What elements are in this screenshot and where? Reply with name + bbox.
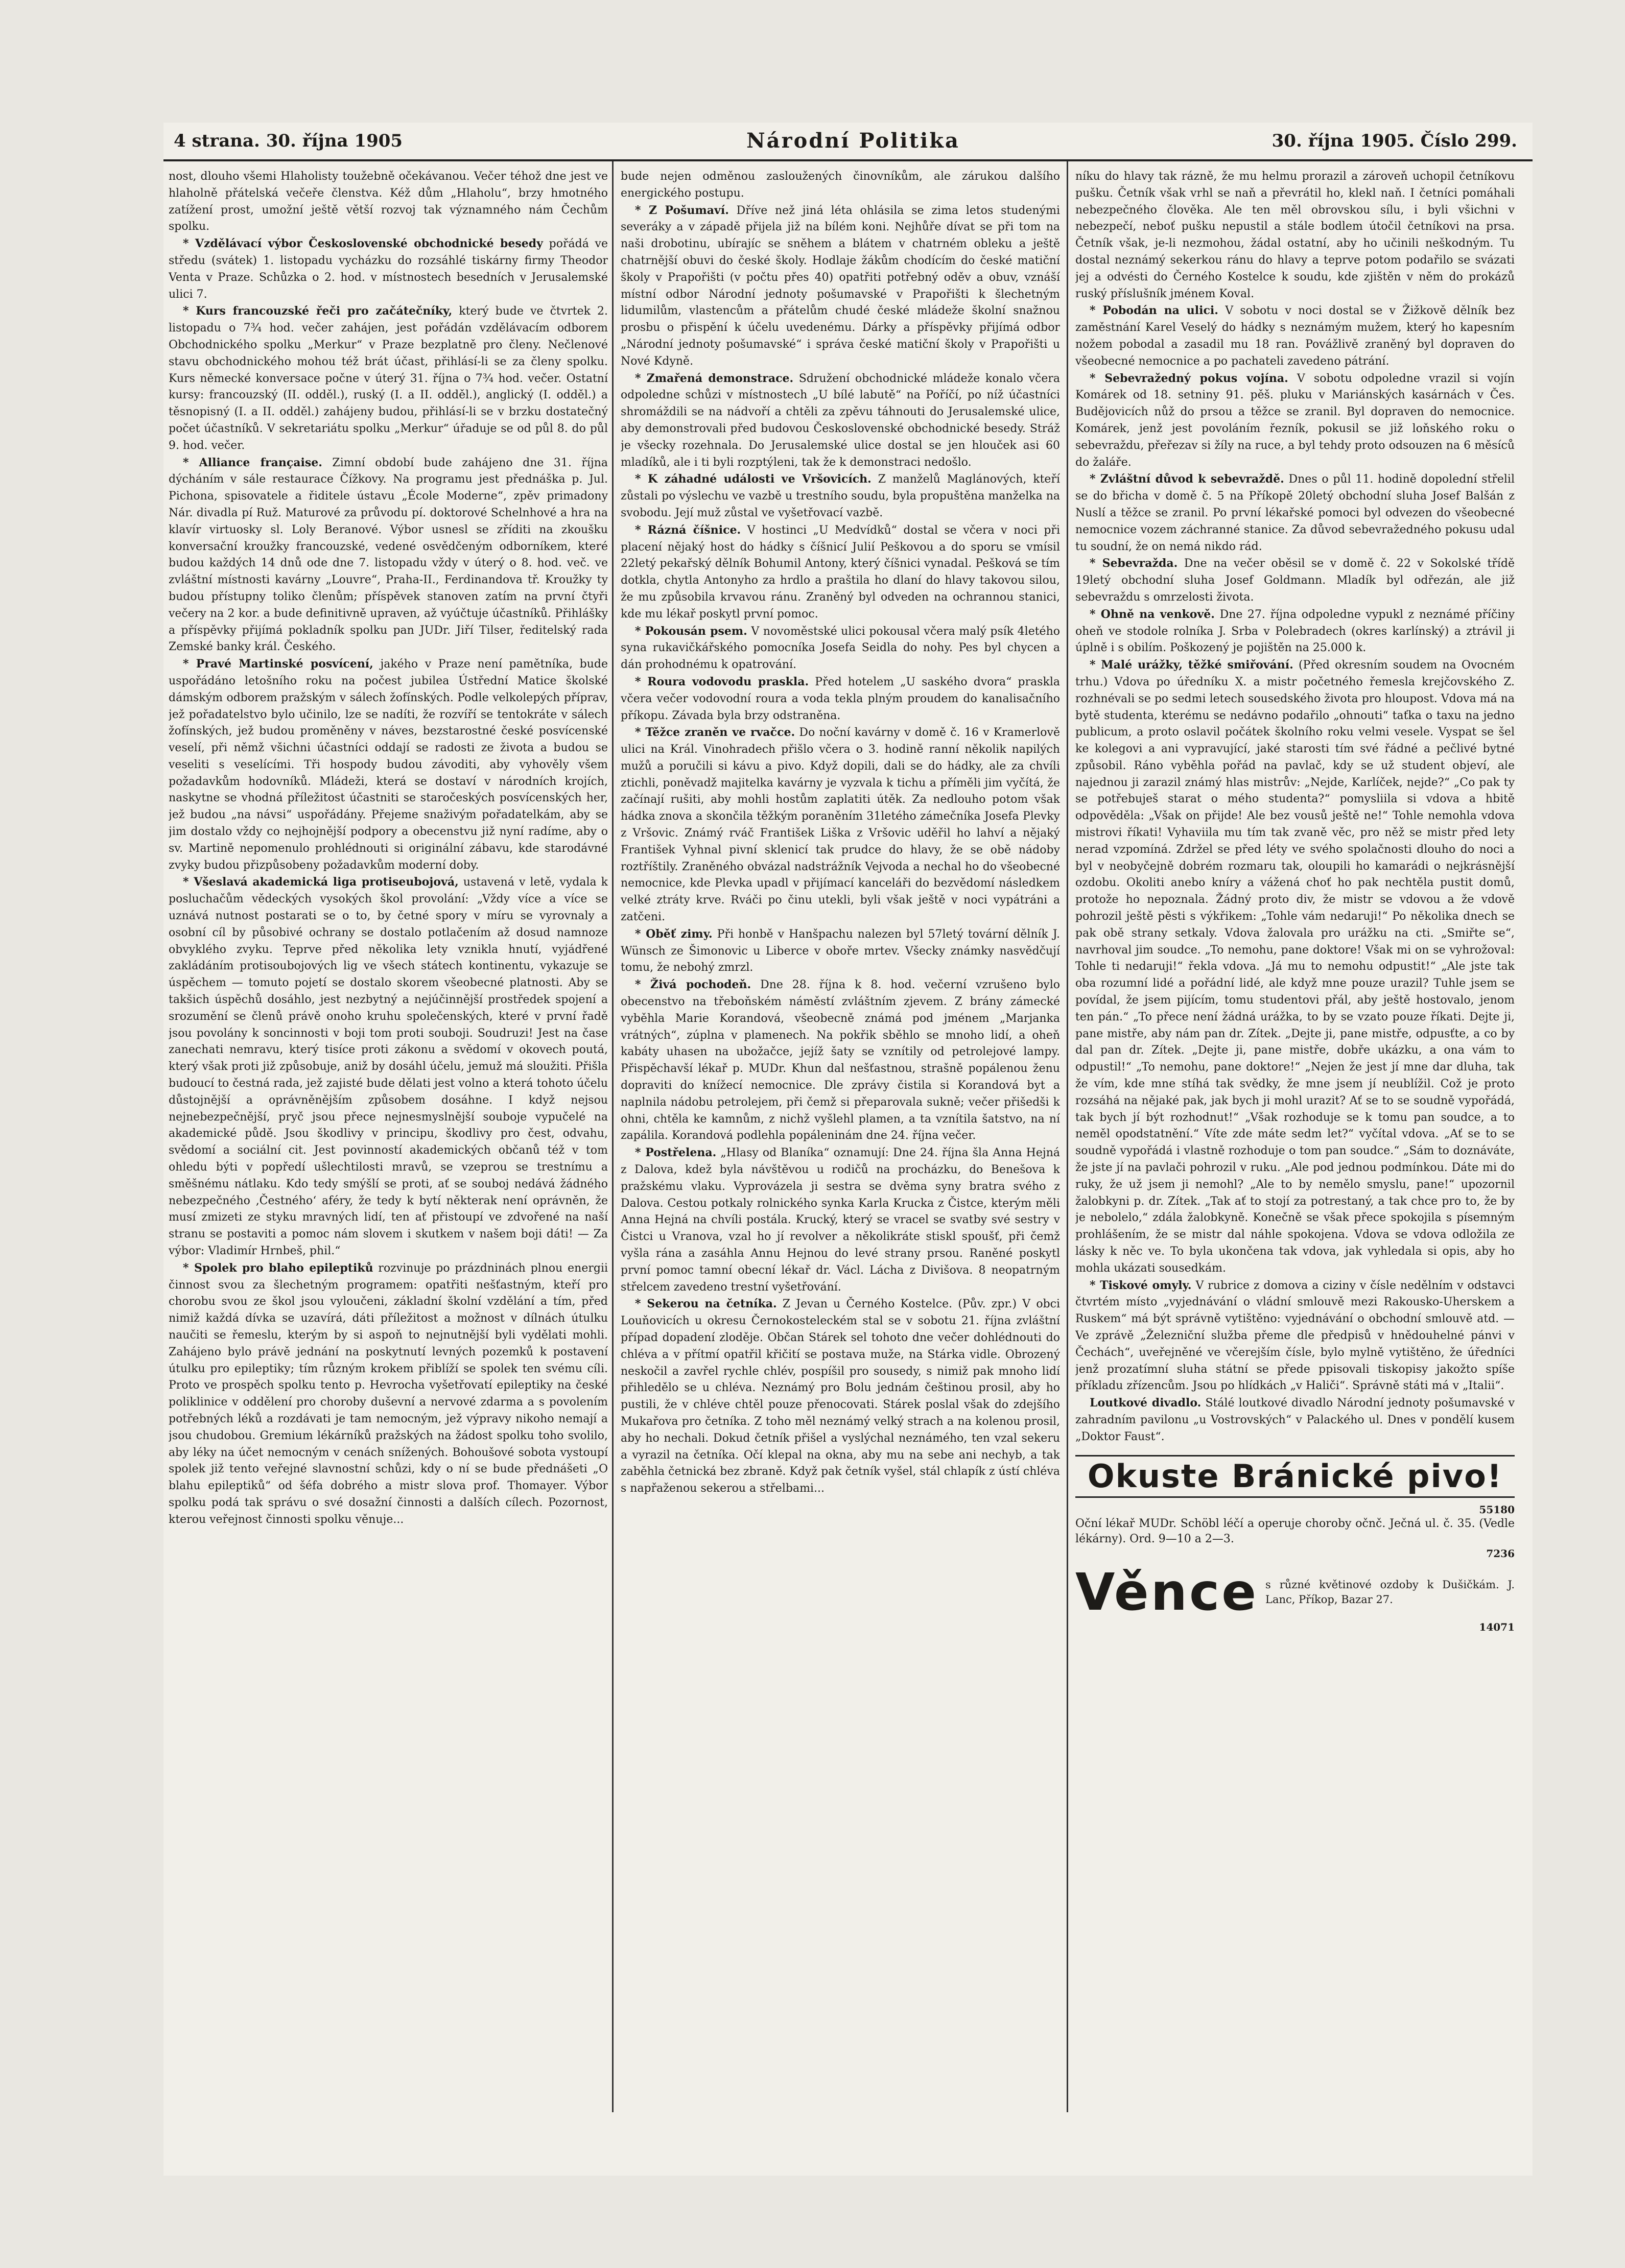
ad-vence-text: s různé květinové ozdoby k Dušičkám. J. Lanc, Příkop, Bazar 27. bbox=[1265, 1578, 1515, 1606]
article-text: Při honbě v Hanšpachu nalezen byl 57letý tovární dělník J. Wünsch ze Šimonovic u Liberce v oboře mrtev. Všecky známky nasvědčují tomu, že nebohý zmrzl. bbox=[621, 927, 1060, 974]
article-headline: * Sebevražda. bbox=[1090, 557, 1178, 570]
article-paragraph bbox=[1075, 302, 1515, 370]
article-headline: * Zvláštní důvod k sebevraždě. bbox=[1090, 472, 1284, 486]
article-paragraph bbox=[1075, 555, 1515, 606]
article-paragraph bbox=[1075, 1395, 1515, 1445]
article-headline: * Vzdělávací výbor Československé obchodnické besedy bbox=[183, 237, 543, 251]
article-text: ustavená v letě, vydala k posluchačům vědeckých vysokých škol provolání: „Vždy více a více se uznává nutnost postarati se o to, by četné spory v míru se vyrovnaly a osobní cíl by působivé ochrany se dostalo potlačením až dosud namnoze obvyklého zvyku. Teprve před několika lety vznikla hnutí, vyjádřené zakládáním protisoubojových lig ve všech státech kontinentu, vykazuje se úspěchem — tomuto pojetí se dostalo skorem všeobecné platnosti. Aby se takšich úspěchů dosáhlo, jest nezbytný a nejúčinnější prostředek spojení a srozumění se členů právě onoho kruhu společenských, které v první řadě jsou povolány k soncinnosti v boji tom proti souboji. Soudruzi! Jest na čase zanechati nemravu, který tisíce proti zákonu a svědomí v okovech poutá, který však proti již způsobuje, aniž by dosáhl účelu, jemuž má sloužiti. Přišla budoucí to čestná rada, jež zajisté bude dělati jest volno a která tohoto účelu důstojnější a oprávněnějším způsobem dosáhne. I když nejsou nejnebezpečnější, pryč jsou přece nejnesmyslnější souboje vypučelé na akademické půdě. Jsou škodlivy v principu, škodlivy pro čest, odvahu, svědomí a sociální cit. Jest povinností akademických občanů též v tom ohledu býti v popředí ušlechtilosti mravů, se vzeprou se trestnímu a směšnému nátlaku. Kdo tedy smýšlí se proti, ať se souboj nedává žádného nebezpečného ‚Čestného‘ aféry, že tedy k bytí některak není oprávněn, že musí zmizeti ze styku mravných lidí, ten ať přistoupí ve zdvořené na naší stranu se postaviti a pomoc nám slovem i skutkem v našem boji dáti! — Za výbor: Vladimír Hrnbeš, phil.“ bbox=[169, 876, 608, 1257]
article-headline: * K záhadné události ve Vršovicích. bbox=[635, 472, 872, 486]
masthead-title: Národní Politika bbox=[746, 129, 960, 153]
article-paragraph bbox=[169, 455, 608, 656]
article-text: Sdružení obchodnické mládeže konalo včera odpoledne schůzi v místnostech „U bílé labutě“ na Poříčí, po níž účastníci shromáždili se na nádvoří a chtěli za zpěvu táhnouti do Jerusalemské ulice, aby demonstrovali před budovou Československé obchodnické besedy. Stráž je všecky rozehnala. Do Jerusalemské ulice dostal se jen hlouček asi 60 mladíků, ale i ti byli rozptýleni, tak že k demonstraci nedošlo. bbox=[621, 372, 1060, 469]
article-text: Dne 27. října odpoledne vypukl z neznámé příčiny oheň ve stodole rolníka J. Srba v Polebradech (okres karlínský) a ztrávil ji úplně i s obilím. Poškozený je pojištěn na 25.000 k. bbox=[1075, 608, 1515, 655]
article-text: Dnes o půl 11. hodině dopolední střelil se do břicha v domě č. 5 na Příkopě 20letý obchodní sluha Josef Balšán z Nuslí a těžce se zranil. Po první lékařské pomoci byl odvezen do všeobecné nemocnice vozem záchranné stanice. Za důvod sebevražedného pokusu udal tu soudní, že on nemá nikdo rád. bbox=[1075, 473, 1515, 553]
article-paragraph bbox=[169, 1260, 608, 1529]
article-paragraph bbox=[621, 926, 1060, 976]
article-headline: * Živá pochodeň. bbox=[635, 978, 751, 992]
header-date-left: 4 strana. 30. října 1905 bbox=[174, 131, 403, 151]
article-text: Z Jevan u Černého Kostelce. (Pův. zpr.) V obci Louňovicích u okresu Černokosteleckém stal se v sobotu 21. října zvláštní případ dopadení zloděje. Občan Stárek sel tohoto dne večer dohlédnouti do chléva a v přítmí opatřil křičití se postava muže, na Stárka vidle. Obrozený neskočil a zavřel rychle chlév, pospíšil pro sousedy, s nimiž pak mnoho lidí přihledělo se u chléva. Neznámý pro Bolu jednám češtinou prosil, aby ho pustili, že v chléve chtěl pouze přenocovati. Stárek poslal však do zdejšího Mukařova pro četníka. Z toho měl neznámý velký strach a na kolenou prosil, aby ho nechali. Dokud četník přišel a vyslýchal neznámého, ten vzal sekeru a vyrazil na četníka. Očí klepal na okna, aby mu na sebe ani nechyb, a tak zaběhla četnická bez zbraně. Když pak četník vyšel, stál chlapík z ústí chléva s napřaženou sekerou a střelbami... bbox=[621, 1298, 1060, 1495]
article-headline: * Z Pošumaví. bbox=[635, 203, 729, 217]
article-headline: * Zmařená demonstrace. bbox=[635, 371, 794, 385]
article-headline: * Rázná číšnice. bbox=[635, 523, 741, 537]
article-headline: * Všeslavá akademická liga protiseubojová, bbox=[183, 875, 459, 889]
article-text: pořádá ve středu (svátek) 1. listopadu vycházku do rozsáhlé tiskárny firmy Theodor Venta v Praze. Schůzka o 2. hod. v místnostech besedních v Jerusalemské ulici 7. bbox=[169, 237, 608, 301]
article-text: V novoměstské ulici pokousal včera malý psík 4letého syna rukavičkářského pomocníka Josefa Seidla do nohy. Pes byl chycen a dán prohodnému k opatrování. bbox=[621, 625, 1060, 672]
article-text: níku do hlavy tak rázně, že mu helmu prorazil a zároveň uchopil četníkovu pušku. Četník však vrhl se naň a převrátil ho, klekl naň. I četníci pomáhali nebezpečného člověka. Ale ten měl obrovskou sílu, i byli všichni v nebezpečí, neboť pušku nepustil a stále bodlem útočil četníkovi na prsa. Četník však, je-li nezmohou, žádal ostatní, aby ho učinili neškodným. Tu dostal neznámý sekerkou ránu do hlavy a teprve potom podařilo se svázati jej a odvésti do Černého Kostelce k soudu, kde zjištěn v něm do prokázů ruský příslušník jménem Koval. bbox=[1075, 170, 1515, 300]
page-header bbox=[163, 123, 1533, 161]
article-text: jakého v Praze není pamětníka, bude uspořádáno letošního roku na počest jubilea Ústřední Matice školské dámským odborem pražským v sálech žofínských. Podle velkolepých příprav, jež pořadatelstvo bylo učinilo, lze se nadíti, že rozvíří se tentokráte v sálech žofínských, jež budou proměněny v náves, bezstarostné české posvícenské veselí, při němž všichni účastníci oddají se radosti ze života a budou se veseliti s veselícími. Tři hospody budou závoditi, aby vyhověly všem požadavkům hodovníků. Mládeži, která se dostaví v národních krojích, naskytne se vhodná příležitost účastniti se staročeských posvícenských her, jež budou „na návsi“ uspořádány. Přejeme snaživým pořadatelkám, aby se jim dostalo vždy co nejhojnější podpory a obecenstvu již nyní radíme, aby o sv. Martině nepomenulo prohlédnouti si originální zábavu, kde starodávné zvyky budou přizpůsobeny požadavkům moderní doby. bbox=[169, 658, 608, 872]
article-paragraph bbox=[1075, 471, 1515, 555]
article-paragraph bbox=[169, 169, 608, 235]
article-text: V sobotu odpoledne vrazil si vojín Komárek od 18. setniny 91. pěš. pluku v Mariánských kasárnách v Čes. Budějovicích nůž do prsou a těžce se zranil. Byl dopraven do nemocnice. Komárek, jenž jest povoláním řezník, pokusil se již loňského roku o sebevraždu, přeřezav si žíly na ruce, a byl tehdy proto odsouzen na 6 měsíců do žaláře. bbox=[1075, 372, 1515, 469]
ad-code: 14071 bbox=[1479, 1620, 1515, 1633]
article-text: V rubrice z domova a ciziny v čísle nedělním v odstavci čtvrtém místo „vyjednávání o vládní smlouvě mezi Rakousko-Uherskem a Ruskem“ má být správně vytištěno: vyjednávání o obchodní smlouvě atd. — Ve zprávě „Železniční služba přeme dle předpisů v hnědouhelné pánvi v Čechách“, uveřejněné ve včerejším čísle, bylo mylně vytištěno, že úředníci jenž prozatímní sluha státní se přede ppisovali tiskopisy jakožto spíše příkladu zřízencům. Jsou po hlídkách „v Haliči“. Správně státi má v „Italii“. bbox=[1075, 1279, 1515, 1393]
article-headline: Loutkové divadlo. bbox=[1090, 1396, 1202, 1410]
article-headline: * Roura vodovodu praskla. bbox=[635, 675, 809, 688]
article-text: Do noční kavárny v domě č. 16 v Kramerlově ulici na Král. Vinohradech přišlo včera o 3. hodině ranní několik napilých mužů a poručili si kávu a pivo. Když dopili, dali se do hádky, ale za chvíli ztichli, poněvadž majitelka kavárny je vyzvala k tichu a příměli jim vyčítá, že začínají rušiti, aby mohli hostům zaplatiti útěk. Za nedlouho potom však hádka znova a skončila těžkým poraněním 31letého zámečníka Josefa Plevky z Vršovic. Známý rváč František Liška z Vršovic uděřil ho lahví a nějaký František Vyhnal pivní sklenicí tak prudce do hlavy, že se obě nádoby roztříštily. Zraněného obvázal nadstrážník Vejvoda a nechal ho do všeobecné nemocnice, kde Plevka upadl v přijímací kanceláři do bezvědomí následkem velké ztráty krve. Rváči po činu utekli, byli však ještě v noci vypátráni a zatčeni. bbox=[621, 726, 1060, 924]
article-paragraph bbox=[621, 724, 1060, 926]
article-paragraph bbox=[169, 303, 608, 454]
article-paragraph bbox=[621, 976, 1060, 1144]
article-headline: * Pokousán psem. bbox=[635, 624, 747, 638]
ad-vence bbox=[1075, 1564, 1515, 1620]
ad-code: 55180 bbox=[1479, 1503, 1515, 1516]
article-text: Před hotelem „U saského dvora“ praskla včera večer vodovodní roura a voda tekla plným proudem do kanalisačního příkopu. Závada byla brzy odstraněna. bbox=[621, 675, 1060, 722]
article-text: „Hlasy od Blaníka“ oznamují: Dne 24. října šla Anna Hejná z Dalova, kdež byla návštěvou u rodičů na procházku, do Benešova k pražskému vlaku. Vyprovázela ji sestra se dvěma syny bratra svého z Dalova. Cestou potkaly rolnického synka Karla Krucka z Čistce, kterým měli Anna Hejná na chvíli postála. Krucký, který se vracel se svatby své sestry v Čistci u Vranova, vzal ho jí revolver a několikráte stiskl spoušť, při čemž vyšla rána a zasáhla Annu Hejnou do levé strany prsou. Raněné poskytl první pomoc tamní obecní lékař dr. Václ. Lácha z Divišova. 8 neopatrným střelcem zavedeno trestní vyšetřování. bbox=[621, 1147, 1060, 1294]
article-headline: * Tiskové omyly. bbox=[1090, 1278, 1192, 1292]
article-paragraph bbox=[169, 874, 608, 1259]
article-paragraph bbox=[1075, 370, 1515, 471]
article-headline: * Těžce zraněn ve rvačce. bbox=[635, 726, 795, 739]
ad-vence-title: Věnce bbox=[1075, 1562, 1259, 1622]
article-text: V hostinci „U Medvídků“ dostal se včera v noci při placení nějaký host do hádky s číšnicí Julií Peškovou a do sporu se vmísil 22letý pekařský dělník Bohumil Antony, který číšnici vynadal. Pešková se tím dotkla, chytla Antonyho za hrdlo a praštila ho dlaní do hlavy takovou silou, že mu způsobila krvavou ránu. Zraněný byl odveden na ochrannou stanici, kde mu lékař poskytl první pomoc. bbox=[621, 523, 1060, 620]
article-headline: * Kurs francouzské řeči pro začátečníky, bbox=[183, 304, 453, 318]
article-headline: * Sebevražedný pokus vojína. bbox=[1090, 371, 1288, 385]
article-headline: * Pobodán na ulici. bbox=[1090, 304, 1218, 318]
article-text: Dne 28. října k 8. hod. večerní vzrušeno bylo obecenstvo na třeboňském náměstí zvláštním zjevem. Z brány zámecké vyběhla Marie Korandová, všeobecně známá pod jménem „Marjanka vrátných“, zúplna v plamenech. Na pokřik sběhlo se mnoho lidí, a oheň kabáty uhasen na ubožačce, jejíž šaty se vznítily od petrolejové lampy. Přispěchavší lékař p. MUDr. Khun dal nešťastnou, strašně popálenou ženu dopraviti do knížecí nemocnice. Dle zprávy čistila si Korandová byt a naplnila nádobu petrolejem, při čemž si přeparovala sukně; večer přišedši k ohni, chtěla ke kamnům, z nichž vyšlehl plamen, a ta vznítila šatstvo, na ní zapálila. Korandová podlehla popáleninám dne 24. října večer. bbox=[621, 978, 1060, 1142]
article-headline: * Alliance française. bbox=[183, 456, 322, 469]
advertisements bbox=[1075, 1455, 1515, 1634]
ad-code: 7236 bbox=[1486, 1547, 1515, 1560]
article-paragraph bbox=[169, 235, 608, 303]
article-headline: * Spolek pro blaho epileptiků bbox=[183, 1261, 373, 1275]
article-paragraph bbox=[1075, 1277, 1515, 1395]
article-paragraph bbox=[621, 202, 1060, 370]
column-rule bbox=[1067, 161, 1068, 2112]
article-paragraph bbox=[621, 1144, 1060, 1296]
article-paragraph bbox=[621, 522, 1060, 623]
article-text: Z manželů Maglánových, kteří zůstali po výslechu ve vazbě u trestního soudu, byla propuštěna manželka na svobodu. Její muž zůstal ve vyšetřovací vazbě. bbox=[621, 473, 1060, 519]
article-headline: * Ohně na venkově. bbox=[1090, 607, 1215, 621]
article-paragraph bbox=[1075, 657, 1515, 1277]
column-2 bbox=[621, 169, 1060, 2119]
article-text: nost, dlouho všemi Hlaholisty toužebně očekávanou. Večer téhož dne jest ve hlaholně přátelská večeře členstva. Kéž dům „Hlaholu“, brzy hmotného zatížení prost, umožní ještě větší rozvoj tak významného nám Čechům spolku. bbox=[169, 170, 608, 233]
article-text: Dříve než jiná léta ohlásila se zima letos studenými severáky a v západě přijela již na bílém koni. Nejhůře dívat se při tom na naši drobotinu, ubírajíc se sněhem a blátem v chatrném obleku a ještě chatrnější obuvi do české školy. Hodlaje žákům chodícím do české matiční školy v Prapořišti (v počtu přes 40) opatřiti potřebný oděv a obuv, vznáší místní odbor Národní jednoty pošumavské v Prapořišti k šlechetným lidumilům, vlastencům a přátelům chudé české mládeže školní snažnou prosbu o přispění k účelu uvedenému. Dárky a příspěvky přijímá odbor „Národní jednoty pošumavské“ i správa české matiční školy v Prapořišti u Nové Kdyně. bbox=[621, 204, 1060, 368]
article-paragraph bbox=[621, 169, 1060, 202]
article-paragraph bbox=[1075, 169, 1515, 302]
article-text: rozvinuje po prázdninách plnou energii činnost svou za šlechetným programem: opatřiti nešťastným, kteří pro chorobu svou ze škol jsou vyloučeni, základní školní vzdělání a tím, před nimiž každá dívka se uzavírá, dáti příležitost a možnost v dílnách útulku naučiti se řemeslu, kterým by si aspoň to nejnutnější byli vydělati mohli. Zahájeno bylo právě jednání na poskytnutí levných pozemků k postavení útulku pro epileptiky; tím různým krokem přiblíží se spolek ten svému cíli. Proto ve prospěch spolku tento p. Hevrocha vyšetřovatí epileptiky na české poliklinice v oddělení pro choroby duševní a nervové zdarma a s povolením potřebných léků a rozdávati je tam nemocným, jež výpravy nikoho nemají a jsou chudobou. Gremium lékárníků pražských na žádost spolku toho svolilo, aby léky na účet nemocným v cenách snížených. Bohoušové sobota vystoupí spolek již tento veřejné slavnostní schůzi, kdy o ní se bude přednášeti „O blahu epileptiků“ od šéfa dobrého a mistr slova prof. Thomayer. Výbor spolku podá tak správu o své dosažní činnosti a dalších cílech. Pozornost, kterou veřejnost činnosti spolku věnuje... bbox=[169, 1261, 608, 1526]
article-text: V sobotu v noci dostal se v Žižkově dělník bez zaměstnání Karel Veselý do hádky s neznámým mužem, který ho kapesním nožem pobodal a zasadil mu 18 ran. Povážlivě zraněný byl dopraven do všeobecné nemocnice a po pachateli zavedeno pátrání. bbox=[1075, 304, 1515, 368]
article-paragraph bbox=[621, 623, 1060, 674]
article-paragraph bbox=[621, 674, 1060, 724]
header-issue-right: 30. října 1905. Číslo 299. bbox=[1271, 131, 1517, 151]
column-rule bbox=[612, 161, 614, 2112]
column-3-articles bbox=[1075, 169, 1515, 1446]
column-3 bbox=[1075, 169, 1515, 2119]
article-headline: * Sekerou na četníka. bbox=[635, 1297, 777, 1311]
article-text: bude nejen odměnou zasloužených činovníkům, ale zárukou dalšího energického postupu. bbox=[621, 170, 1060, 200]
article-paragraph bbox=[169, 656, 608, 874]
article-text: Dne na večer oběsil se v domě č. 22 v Sokolské třídě 19letý obchodní sluha Josef Goldmann. Mladík byl odřezán, ale již sebevraždu s omrzelosti života. bbox=[1075, 557, 1515, 604]
article-headline: * Postřelena. bbox=[635, 1146, 717, 1160]
article-text: Stálé loutkové divadlo Národní jednoty pošumavské v zahradním pavilonu „u Vostrovských“ v Palackého ul. Dnes v pondělí kusem „Doktor Faust“. bbox=[1075, 1397, 1515, 1443]
article-paragraph bbox=[621, 1296, 1060, 1497]
article-paragraph bbox=[621, 370, 1060, 471]
article-text: Zimní období bude zahájeno dne 31. října dýcháním v sále restaurace Čížkovy. Na programu jest přednáška p. Jul. Pichona, spisovatele a řiditele ústavu „École Moderne“, zpěv primadony Nár. divadla pí Ruž. Maturové za průvodu pí. doktorové Schelnhové a hra na klavír virtuosky sl. Loly Beranové. Výbor usnesl se zříditi na zkoušku konversační kroužky francouzské, vedené osvědčeným odborníkem, které budou každých 14 dnů ode dne 7. listopadu vždy v úterý o 8. hod. več. ve zvláštní místnosti kavárny „Louvre“, Praha-II., Ferdinandova tř. Kroužky ty budou přístupny toliko členům; příspěvek stanoven zatím na první čtyři večery na 2 kor. a bude definitivně upraven, až vyúčtuje účastníků. Přihlášky a příspěvky přijímá pokladník spolku pan JUDr. Jiří Tilser, ředitelský rada Zemské banky král. Českého. bbox=[169, 456, 608, 654]
article-headline: * Oběť zimy. bbox=[635, 927, 713, 941]
article-paragraph bbox=[1075, 606, 1515, 657]
article-headline: * Malé urážky, těžké smiřování. bbox=[1090, 658, 1293, 672]
article-text: (Před okresním soudem na Ovocném trhu.) Vdova po úředníku X. a mistr početného řemesla krejčovského Z. rozhnévali se po sedmi letech sousedského života pro hloupost. Vdova má na bytě studenta, kterému se nedávno podařilo „ohnouti“ taťka o taxu na jedno publicum, a proto oslavil počátek školního roku velmi vesele. Vyspat se šel ke kolegovi a ani vypravující, jaké starosti tím své řádné a pečlivé bytné způsobil. Ráno vyběhla pořád na pavlač, kdy se už student objeví, ale najednou ji zarazil známý hlas mistrův: „Nejde, Karlíček, nejde?“ „Co pak ty se potřebuješ starat o mého studenta?“ pomysliila si vdova a hbitě odpověděla: „Však on přijde! Ale bez vousů ještě ne!“ Tohle nemohla vdova mistrovi říkati! Vyhaviila mu tím tak zvaně věc, pro něž se mistr před lety nerad vzpomíná. Zdržel se před léty ve svého spolačnosti dlouho do noci a byl v neobyčejně dobrém rozmaru tak, oloupili ho kamarádi o nejkrásnější ozdobu. Okoliti anebo kníry a vážená choť ho pak nechtěla pustit domů, protože ho nepoznala. Žádný proto div, že mistr se vdovou a že vdově pohrozil ještě pěsti s výkřikem: „Tohle vám nedaruji!“ Po několika dnech se pak obě strany setkaly. Vdova žalovala pro urážku na cti. „Smiřte se“, navrhoval jim soudce. „To nemohu, pane doktore! Však mi on se vyhrožoval: Tohle ti nedaruji!“ řekla vdova. „Já mu to nemohu odpustit!“ „Ale jste tak oba rozumní lidé a pořádní lidé, ale když mne pouze urazil? Tuhle jsem se povídal, že jsem pijícím, tomu studentovi přál, aby ještě hostovalo, jenom ten pán.“ „To přece není žádná urážka, to by se vzato pouze říkati. Dejte ji, pane mistře, aby nám pan dr. Zítek. „Dejte ji, pane mistře, odpusťte, a co by dal pan dr. Zítek. „Dejte ji, pane mistře, dobře ukázku, a ona vám to odpustil!“ „To nemohu, pane doktore!“ „Nejen že jest jí mne dar dluha, tak že vím, kde mne stíhá tak svědky, že mne jsem jí neublížil. Což je proto rozsáhá na nějaké pak, jak bych ji mohl urazit? Ať se to se soudně vypořádá, tak bych jí být rozhodnut!“ „Však rozhoduje se k tomu pan soudce, a to neměl opodstatnění.“ Víte zde máte sedm let?“ vyčítal vdova. „Ať se to se soudně vypořádá i vlastně rozhoduje o tom pan soudce.“ „Sám to doznáváte, že jste jí na pavlači pohrozil v ruku. „Ale pod jednou podmínkou. Dáte mi do ruky, že už jsem ji nemohl? „Ale to by nemělo smyslu, pane!“ upozornil žalobkyni p. dr. Zítek. „Tak ať to stojí za potrestaný, a tak chce pro to, že by je nebolelo,“ zdála žalobkyně. Konečně se však přece spokojila s písemným prohlášením, že se mistr dal náhle spokojena. Vdova se vdova odložila ze lásky k něc ve. To byla ukončena tak vdova, jak vyhledala si opis, aby ho mohla ukázati sousedkám. bbox=[1075, 659, 1515, 1275]
article-paragraph bbox=[621, 471, 1060, 521]
ad-ocni-lekar: Oční lékař MUDr. Schöbl léčí a operuje choroby očnč. Ječná ul. č. 35. (Vedle lékárny). Ord. 9—10 a 2—3. bbox=[1075, 1517, 1515, 1545]
newspaper-page bbox=[163, 123, 1533, 2176]
column-1 bbox=[169, 169, 608, 2119]
article-headline: * Pravé Martinské posvícení, bbox=[183, 657, 373, 671]
article-text: který bude ve čtvrtek 2. listopadu o 7¾ hod. večer zahájen, jest pořádán vzdělávacím odborem Obchodnického spolku „Merkur“ v Praze bezplatně pro členy. Nečlenové stavu obchodnického mohou též brát účast, přihlásí-li se za členy spolku. Kurs německé konversace počne v úterý 31. října o 7¾ hod. večer. Ostatní kursy: francouzský (II. odděl.), ruský (I. a II. odděl.), anglický (I. odděl.) a těsnopisný (I. a II. odděl.) zahájeny budou, přihlásí-li se v brzku dostatečný počet účastníků. V sekretariátu spolku „Merkur“ úřaduje se od půl 8. do půl 9. hod. večer. bbox=[169, 305, 608, 452]
ad-branicke-pivo: Okuste Bránické pivo! bbox=[1075, 1455, 1515, 1498]
